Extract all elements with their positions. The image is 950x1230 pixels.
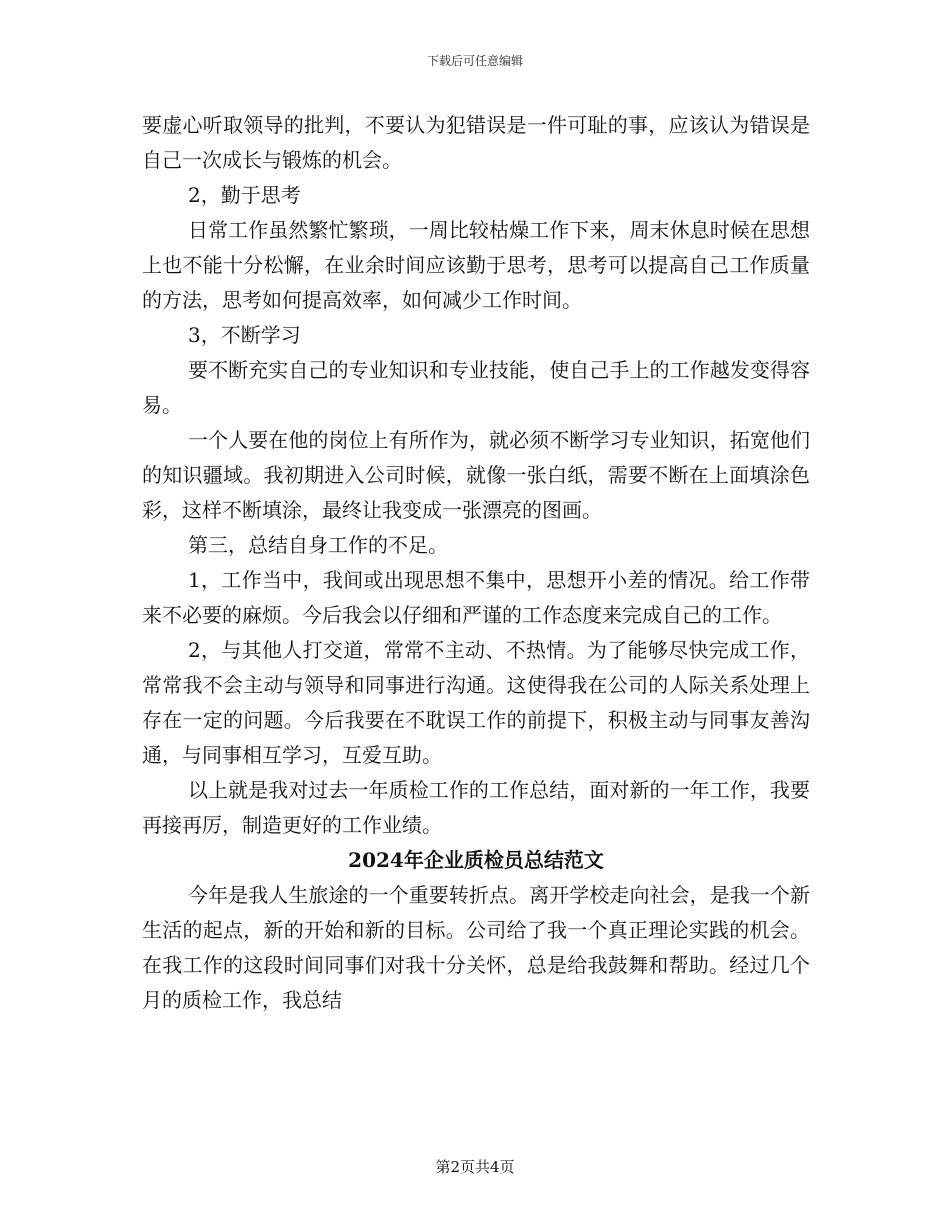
subheading-shortcomings: 第三，总结自身工作的不足。	[188, 533, 448, 557]
paragraph-think: 日常工作虽然繁忙繁琐，一周比较枯燥工作下来，周末休息时候在思想上也不能十分松懈，在业余时间应该勤于思考，思考可以提高自己工作质量的方法，思考如何提高效率，如何减少工作时间。	[142, 218, 810, 312]
subheading-think: 2，勤于思考	[188, 183, 301, 207]
page-header: 下载后可任意编辑	[426, 54, 523, 68]
page-number: 第2页共4页	[435, 1158, 515, 1176]
section-title: 2024年企业质检员总结范文	[348, 848, 604, 872]
paragraph-criticism: 要虚心听取领导的批判，不要认为犯错误是一件可耻的事，应该认为错误是自己一次成长与锻炼的机会。	[142, 113, 810, 172]
paragraph-shortcoming-1: 1，工作当中，我间或出现思想不集中，思想开小差的情况。给工作带来不必要的麻烦。今后我会以仔细和严谨的工作态度来完成自己的工作。	[142, 568, 810, 627]
subheading-learn: 3，不断学习	[188, 323, 301, 347]
paragraph-shortcoming-2: 2，与其他人打交道，常常不主动、不热情。为了能够尽快完成工作，常常我不会主动与领导和同事进行沟通。这使得我在公司的人际关系处理上存在一定的问题。今后我要在不耽误工作的前提下，积极主动与同事友善沟通，与同事相互学习，互爱互助。	[142, 638, 810, 767]
paragraph-intro: 今年是我人生旅途的一个重要转折点。离开学校走向社会，是我一个新生活的起点，新的开始和新的目标。公司给了我一个真正理论实践的机会。在我工作的这段时间同事们对我十分关怀，总是给我鼓舞和帮助。经过几个月的质检工作，我总结	[142, 883, 810, 1012]
paragraph-learn: 要不断充实自己的专业知识和专业技能，使自己手上的工作越发变得容易。	[142, 358, 810, 417]
document-body	[142, 108, 810, 1018]
paragraph-knowledge: 一个人要在他的岗位上有所作为，就必须不断学习专业知识，拓宽他们的知识疆域。我初期进入公司时候，就像一张白纸，需要不断在上面填涂色彩，这样不断填涂，最终让我变成一张漂亮的图画。	[142, 428, 810, 522]
paragraph-conclusion: 以上就是我对过去一年质检工作的工作总结，面对新的一年工作，我要再接再厉，制造更好的工作业绩。	[142, 778, 810, 837]
